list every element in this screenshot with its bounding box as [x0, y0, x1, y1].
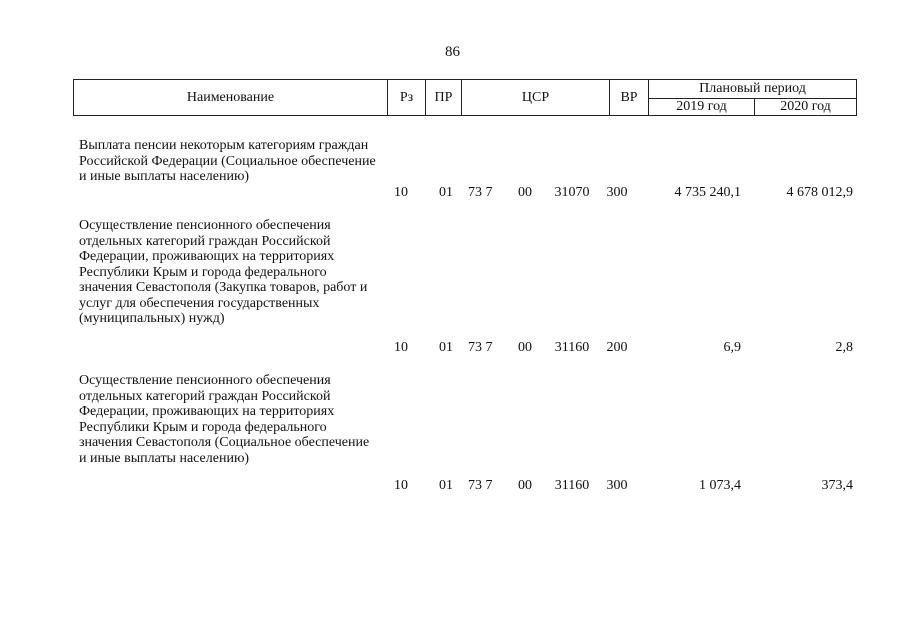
row-vr: 200: [606, 340, 628, 355]
row-value-2019: 1 073,4: [699, 478, 741, 493]
header-plan-period: Плановый период: [649, 80, 857, 99]
header-rz: Рз: [388, 80, 426, 116]
row-csr-part3: 31160: [554, 478, 590, 493]
header-year-2019: 2019 год: [649, 99, 755, 116]
row-name: Осуществление пенсионного обеспечения отдельных категорий граждан Российской Федерации, проживающих на территориях Республики Крым и города федерального значения Севастополя (Социальное обеспечение и иные выплаты населению): [79, 373, 370, 466]
row-name: Осуществление пенсионного обеспечения отдельных категорий граждан Российской Федерации, проживающих на территориях Республики Крым и города федерального значения Севастополя (Закупка товаров, работ и услуг для обеспечения государственных (муниципальных) нужд): [79, 218, 368, 326]
table-header: [73, 79, 857, 116]
row-csr-part1: 73 7: [468, 340, 493, 355]
row-name: Выплата пенсии некоторым категориям граждан Российской Федерации (Социальное обеспечение и иные выплаты населению): [79, 138, 376, 184]
header-csr: ЦСР: [462, 80, 610, 116]
row-csr-part3: 31160: [554, 340, 590, 355]
row-value-2019: 6,9: [723, 340, 741, 355]
row-csr-part2: 00: [518, 340, 532, 355]
row-vr: 300: [606, 478, 628, 493]
row-csr-part2: 00: [518, 478, 532, 493]
header-name: Наименование: [74, 80, 388, 116]
row-value-2020: 373,4: [821, 478, 853, 493]
row-csr-part2: 00: [518, 185, 532, 200]
row-value-2019: 4 735 240,1: [674, 185, 741, 200]
row-csr-part1: 73 7: [468, 478, 493, 493]
row-rz: 10: [394, 340, 408, 355]
row-pr: 01: [439, 185, 453, 200]
page-number: 86: [445, 44, 460, 60]
row-pr: 01: [439, 478, 453, 493]
row-rz: 10: [394, 478, 408, 493]
header-year-2020: 2020 год: [755, 99, 857, 116]
row-rz: 10: [394, 185, 408, 200]
header-vr: ВР: [610, 80, 649, 116]
row-pr: 01: [439, 340, 453, 355]
row-csr-part3: 31070: [554, 185, 590, 200]
row-value-2020: 4 678 012,9: [786, 185, 853, 200]
row-value-2020: 2,8: [835, 340, 853, 355]
row-vr: 300: [606, 185, 628, 200]
header-pr: ПР: [426, 80, 462, 116]
row-csr-part1: 73 7: [468, 185, 493, 200]
